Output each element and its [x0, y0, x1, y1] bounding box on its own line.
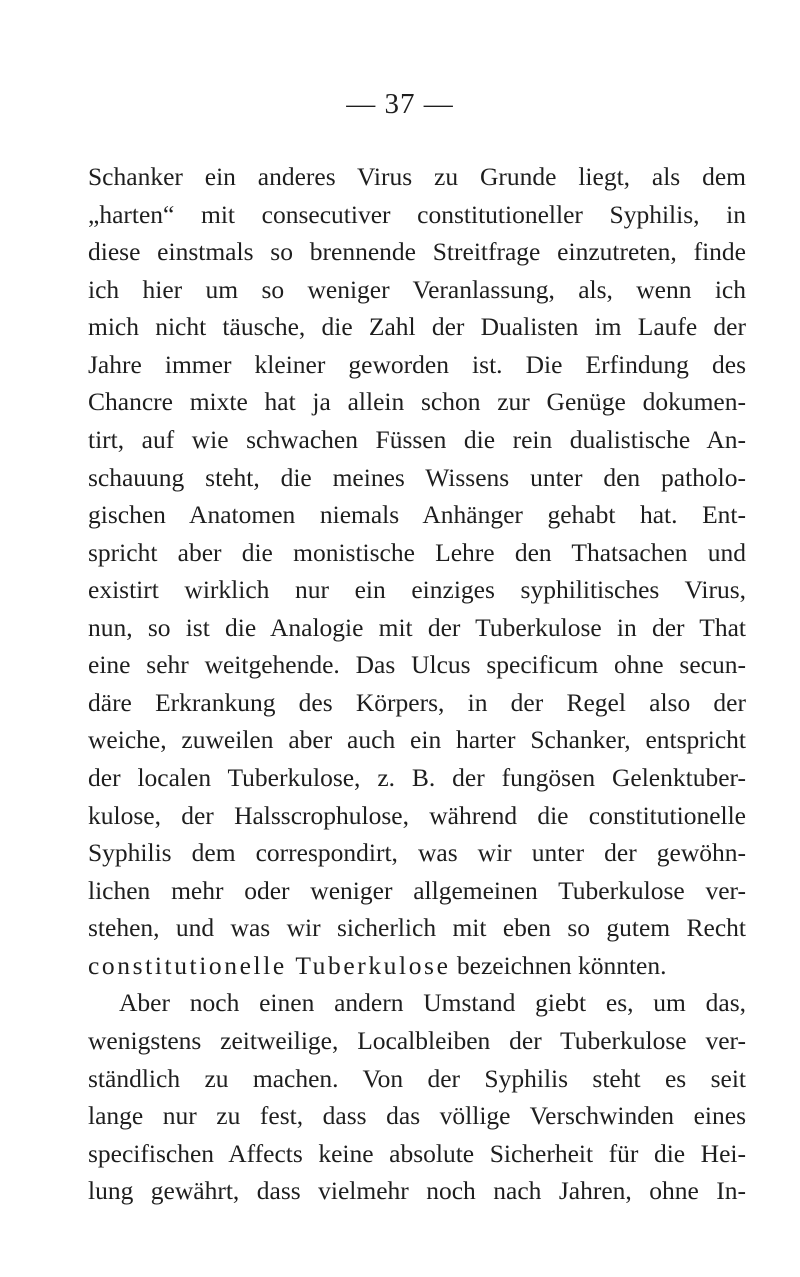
text-line: eine sehr weitgehende. Das Ulcus specificum ohne secun- — [88, 650, 746, 680]
text-line: ich hier um so weniger Veranlassung, als, wenn ich — [88, 274, 746, 304]
text-line: lichen mehr oder weniger allgemeinen Tuberkulose ver- — [88, 875, 746, 905]
text-line: Chancre mixte hat ja allein schon zur Genüge dokumen- — [88, 387, 746, 417]
text-line: schauung steht, die meines Wissens unter den patholo- — [88, 462, 746, 492]
emphasized-term: constitutionelle Tuberkulose — [88, 950, 451, 980]
text-line: mich nicht täusche, die Zahl der Dualisten im Laufe der — [88, 312, 746, 342]
text-line: lung gewährt, dass vielmehr noch nach Jahren, ohne In- — [88, 1176, 746, 1206]
text-line: wenigstens zeitweilige, Localbleiben der Tuberkulose ver- — [88, 1025, 746, 1055]
text-line: stehen, und was wir sicherlich mit eben so gutem Recht — [88, 913, 746, 943]
text-line: gischen Anatomen niemals Anhänger gehabt hat. Ent- — [88, 500, 746, 530]
text-line: weiche, zuweilen aber auch ein harter Schanker, entspricht — [88, 725, 746, 755]
text-line: ständlich zu machen. Von der Syphilis steht es seit — [88, 1063, 746, 1093]
text-line: däre Erkrankung des Körpers, in der Regel also der — [88, 687, 746, 717]
paragraph-start-line: Aber noch einen andern Umstand giebt es, um das, — [119, 988, 746, 1018]
text-line: nun, so ist die Analogie mit der Tuberkulose in der That — [88, 612, 746, 642]
text-line: specifischen Affects keine absolute Sicherheit für die Hei- — [88, 1138, 746, 1168]
paragraph-end-line — [88, 947, 746, 985]
text-line: lange nur zu fest, dass das völlige Verschwinden eines — [88, 1101, 746, 1131]
text-line: „harten“ mit consecutiver constitutioneller Syphilis, in — [88, 199, 746, 229]
text-line: kulose, der Halsscrophulose, während die constitutionelle — [88, 800, 746, 830]
text-line: tirt, auf wie schwachen Füssen die rein dualistische An- — [88, 424, 746, 454]
page-number: — 37 — — [346, 88, 454, 120]
text-line: diese einstmals so brennende Streitfrage einzutreten, finde — [88, 237, 746, 267]
text-line: Syphilis dem correspondirt, was wir unter der gewöhn- — [88, 838, 746, 868]
body-text — [88, 158, 746, 1210]
text-line: spricht aber die monistische Lehre den Thatsachen und — [88, 537, 746, 567]
text-line: der localen Tuberkulose, z. B. der fungösen Gelenktuber- — [88, 763, 746, 792]
text-line: existirt wirklich nur ein einziges syphilitisches Virus, — [88, 575, 746, 605]
text-line: Schanker ein anderes Virus zu Grunde liegt, als dem — [88, 162, 746, 191]
text-line: Jahre immer kleiner geworden ist. Die Erfindung des — [88, 349, 746, 379]
text-fragment: bezeichnen könnten. — [450, 950, 667, 980]
